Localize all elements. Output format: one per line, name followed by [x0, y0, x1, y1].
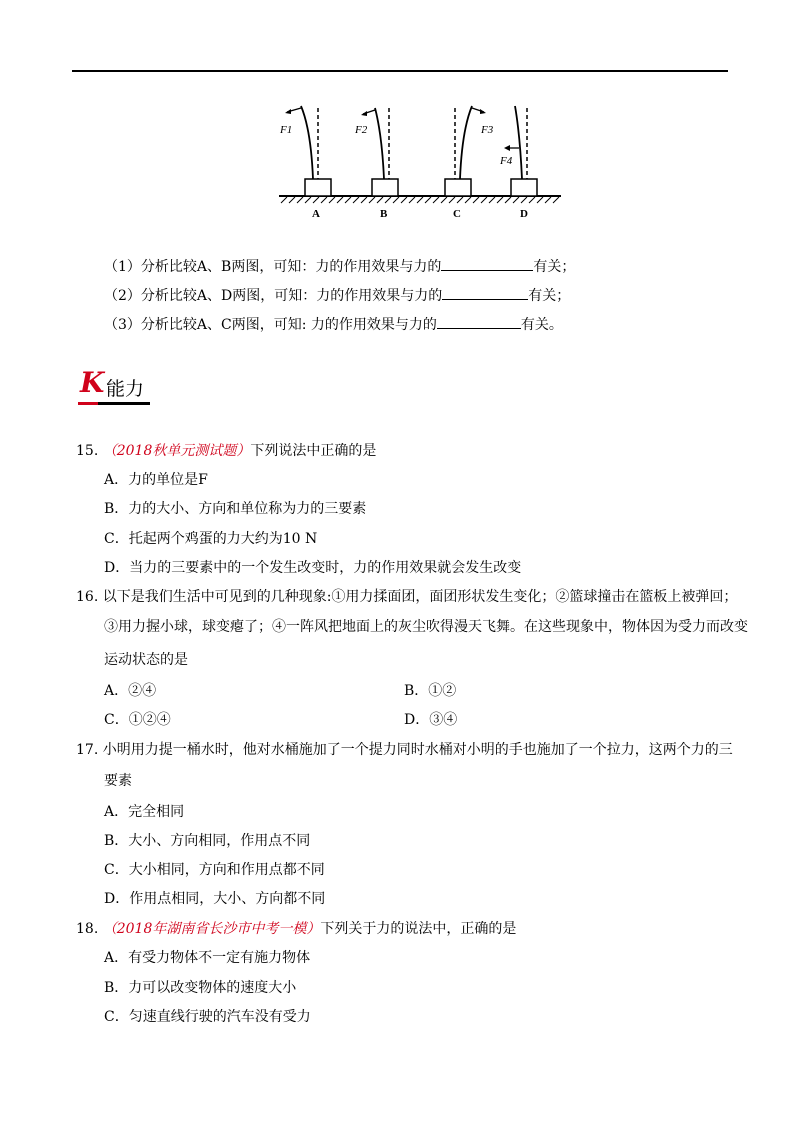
option-text: 托起两个鸡蛋的力大约为10 N [128, 531, 318, 547]
option-text: ③④ [429, 712, 458, 728]
label-a: A [312, 208, 320, 220]
question-number: 15. [76, 443, 99, 459]
question-number: 16. [76, 589, 99, 605]
setup-b [354, 108, 398, 220]
option-label: A． [104, 804, 129, 820]
q15-stem [76, 442, 376, 460]
q14-part-2 [104, 284, 570, 305]
q17-option-d[interactable] [104, 890, 325, 908]
option-text: 当力的三要素中的一个发生改变时，力的作用效果就会发生改变 [129, 560, 522, 576]
question-source: （2018秋单元测试题） [102, 443, 251, 459]
section-underline-accent [78, 402, 98, 405]
label-d: D [520, 208, 528, 220]
q17-option-a[interactable] [104, 803, 184, 821]
part-text-end: 有关； [533, 259, 576, 275]
label-c: C [453, 208, 461, 220]
q17-stem-line-1 [76, 741, 733, 759]
q16-option-c[interactable] [104, 711, 171, 729]
part-text: 分析比较A、C两图，可知: 力的作用效果与力的 [140, 317, 437, 333]
part-text-end: 有关； [528, 288, 571, 304]
option-label: D． [104, 560, 130, 576]
option-label: C． [104, 862, 129, 878]
question-number: 17. [76, 742, 99, 758]
setup-d [499, 106, 537, 220]
q16-stem-line-2: ③用力握小球，球变瘪了；④一阵风把地面上的灰尘吹得漫天飞舞。在这些现象中，物体因为受力而改变 [104, 619, 748, 635]
part-text: 分析比较A、D两图，可知：力的作用效果与力的 [140, 288, 443, 304]
q17-option-c[interactable] [104, 861, 325, 879]
q16-stem-line-1 [76, 588, 737, 606]
part-number: （2） [104, 288, 141, 304]
label-f3: F3 [481, 124, 494, 136]
question-source: （2018年湖南省长沙市中考一模） [102, 921, 321, 937]
option-label: B． [104, 501, 129, 517]
option-label: D． [404, 712, 430, 728]
q14-part-3 [104, 313, 563, 334]
option-label: B． [104, 833, 129, 849]
option-text: 作用点相同，大小、方向都不同 [129, 891, 326, 907]
option-text: 力的单位是F [128, 472, 208, 488]
header-rule [72, 70, 728, 72]
q18-stem [76, 920, 516, 938]
option-label: A． [104, 683, 129, 699]
answer-blank[interactable] [437, 313, 521, 329]
option-text: 完全相同 [128, 804, 185, 820]
option-label: B． [404, 683, 429, 699]
section-heading [78, 366, 158, 410]
label-f4: F4 [500, 155, 513, 167]
q18-option-c[interactable] [104, 1008, 311, 1026]
option-text: 匀速直线行驶的汽车没有受力 [128, 1009, 311, 1025]
ground-hatching [281, 197, 559, 203]
q14-part-1 [104, 255, 575, 276]
question-text: 下列说法中正确的是 [250, 443, 377, 459]
q15-option-d[interactable] [104, 559, 521, 577]
q17-option-b[interactable] [104, 832, 310, 850]
option-label: B． [104, 980, 129, 996]
option-text: ①② [428, 683, 457, 699]
option-text: 有受力物体不一定有施力物体 [128, 950, 311, 966]
option-text: ①②④ [128, 712, 171, 728]
answer-blank[interactable] [441, 255, 533, 271]
question-text: 以下是我们生活中可见到的几种现象:①用力揉面团，面团形状发生变化；②篮球撞击在篮板上被弹回； [102, 589, 738, 605]
q16-option-d[interactable] [404, 711, 457, 729]
option-text: 大小相同，方向和作用点都不同 [128, 862, 325, 878]
section-letter: K [80, 366, 105, 399]
q15-option-b[interactable] [104, 500, 366, 518]
q15-option-c[interactable] [104, 530, 317, 548]
option-label: A． [104, 950, 129, 966]
option-label: D． [104, 891, 130, 907]
option-text: ②④ [128, 683, 157, 699]
q17-stem-line-2: 要素 [104, 773, 132, 789]
label-f2: F2 [355, 124, 368, 136]
part-number: （1） [104, 259, 141, 275]
answer-blank[interactable] [442, 284, 528, 300]
q16-option-b[interactable] [404, 682, 456, 700]
force-experiment-figure [275, 100, 565, 225]
option-text: 力可以改变物体的速度大小 [128, 980, 297, 996]
option-label: C． [104, 712, 129, 728]
q15-option-a[interactable] [104, 471, 208, 489]
part-text: 分析比较A、B两图，可知：力的作用效果与力的 [140, 259, 442, 275]
part-number: （3） [104, 317, 141, 333]
option-label: A． [104, 472, 129, 488]
option-label: C． [104, 1009, 129, 1025]
section-title: 能力 [106, 378, 145, 400]
part-text-end: 有关。 [520, 317, 563, 333]
option-text: 大小、方向相同，作用点不同 [128, 833, 311, 849]
label-f1: F1 [280, 124, 293, 136]
q16-stem-line-3: 运动状态的是 [104, 652, 188, 668]
question-text: 下列关于力的说法中，正确的是 [320, 921, 517, 937]
option-label: C． [104, 531, 129, 547]
q18-option-a[interactable] [104, 949, 310, 967]
option-text: 力的大小、方向和单位称为力的三要素 [128, 501, 367, 517]
q16-option-a[interactable] [104, 682, 156, 700]
q18-option-b[interactable] [104, 979, 296, 997]
question-number: 18. [76, 921, 99, 937]
setup-c [445, 106, 494, 220]
label-b: B [380, 208, 388, 220]
question-text: 小明用力提一桶水时，他对水桶施加了一个提力同时水桶对小明的手也施加了一个拉力，这两个力的三 [102, 742, 733, 758]
